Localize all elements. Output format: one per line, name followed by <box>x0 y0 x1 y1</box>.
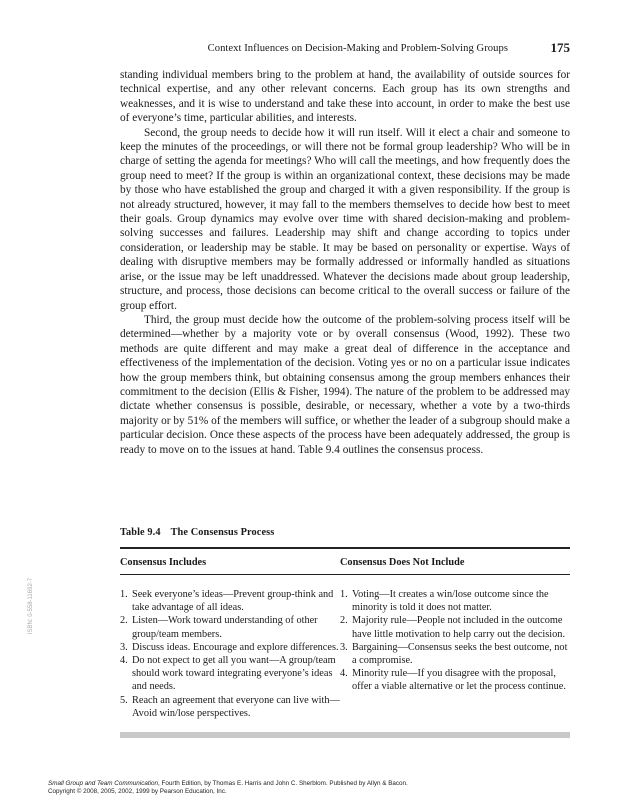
includes-column <box>120 588 340 720</box>
isbn-margin-note <box>26 548 36 668</box>
table-bottom-bar <box>120 732 570 738</box>
includes-list <box>120 588 340 720</box>
column-header-excludes: Consensus Does Not Include <box>340 557 465 568</box>
excludes-list <box>340 588 570 694</box>
table-body <box>120 575 570 726</box>
list-item: 1. Seek everyone’s ideas—Prevent group-think and take advantage of all ideas. <box>120 589 334 614</box>
isbn-text: ISBN: 0-558-11692-7 <box>28 577 34 635</box>
paragraph: Third, the group must decide how the outcome of the problem-solving process itself will be determined—whether by a majority vote or by overall consensus (Wood, 1992). These two methods are quite different and may make a great deal of difference in the acceptance and effectiveness of the implementation of the decision. Voting yes or no on a particular issue indicates how the group members think, but obtaining consensus among the group members enhances their commitment to the decision (Ellis & Fisher, 1994). The nature of the problem to be addressed may dictate whether consensus is possible, desirable, or necessary, whether a vote by a two-thirds majority or by 51% of the members will suffice, or whether the leader of a subgroup should make a particular decision. Once these aspects of the process have been adequately addressed, the group is ready to move on to the issues at hand. Table 9.4 outlines the consensus process. <box>120 313 570 456</box>
footer-book-title: Small Group and Team Communication <box>48 780 159 787</box>
running-header <box>120 40 570 58</box>
table-title: The Consensus Process <box>170 527 275 538</box>
list-item: 4. Minority rule—If you disagree with the proposal, offer a viable alternative or let the process continue. <box>340 668 566 693</box>
footer-line-1 <box>48 780 578 788</box>
paragraph: standing individual members bring to the problem at hand, the availability of outside sources for technical expertise, and any other relevant concerns. Each group has its own strengths and weaknesses, and it is wise to understand and take these into account, in order to make the best use of everyone’s time, particular abilities, and interests. <box>120 69 570 125</box>
list-item: 3. Bargaining—Consensus seeks the best outcome, not a compromise. <box>340 641 568 667</box>
paragraph: Second, the group needs to decide how it will run itself. Will it elect a chair and someone to keep the minutes of the proceedings, or will there not be formal group leadership? Who will be in charge of setting the agenda for meetings? Who will call the meetings, and how frequently does the group need to meet? If the group is within an organizational context, these decisions may be made by those who have established the group and charged it with a given responsibility. If the group is not already structured, however, it may fall to the members themselves to decide how best to meet their goals. Group dynamics may evolve over time with shared decision-making and problem-solving successes and failures. Leadership may shift and change according to topics under consideration, or leadership may be stable. It may be based on personality or expertise. Ways of dealing with disruptive members may be formally addressed or informally handled as situations arise, or the issue may be left unaddressed. Whatever the decisions made about group leadership, structure, and process, those decisions can become critical to the overall success or failure of the group effort. <box>120 126 570 312</box>
body-text <box>120 68 570 457</box>
table-number: Table 9.4 <box>120 527 161 538</box>
page-number: 175 <box>550 40 570 55</box>
consensus-table <box>120 527 570 738</box>
list-item: 4. Do not expect to get all you want—A group/team should work toward integrating everyone’s ideas and needs. <box>120 655 336 693</box>
list-item: 2. Listen—Work toward understanding of other group/team members. <box>120 615 318 640</box>
excludes-column <box>340 588 570 720</box>
list-item: 3. Discuss ideas. Encourage and explore differences. <box>120 641 339 653</box>
footer-line-2: Copyright © 2008, 2005, 2002, 1999 by Pearson Education, Inc. <box>48 788 227 795</box>
table-column-headers <box>120 549 570 574</box>
copyright-footer <box>48 780 578 796</box>
footer-publication-info: , Fourth Edition, by Thomas E. Harris and John C. Sherblom. Published by Allyn & Bacon. <box>158 780 408 787</box>
list-item: 1. Voting—It creates a win/lose outcome since the minority is told it does not matter. <box>340 589 549 614</box>
list-item: 5. Reach an agreement that everyone can live with—Avoid win/lose perspectives. <box>120 694 340 719</box>
list-item: 2. Majority rule—People not included in the outcome have little motivation to help carry out the decision. <box>340 615 566 640</box>
running-title: Context Influences on Decision-Making and Problem-Solving Groups <box>207 43 508 54</box>
column-header-includes: Consensus Includes <box>120 557 207 568</box>
table-caption <box>120 527 570 538</box>
